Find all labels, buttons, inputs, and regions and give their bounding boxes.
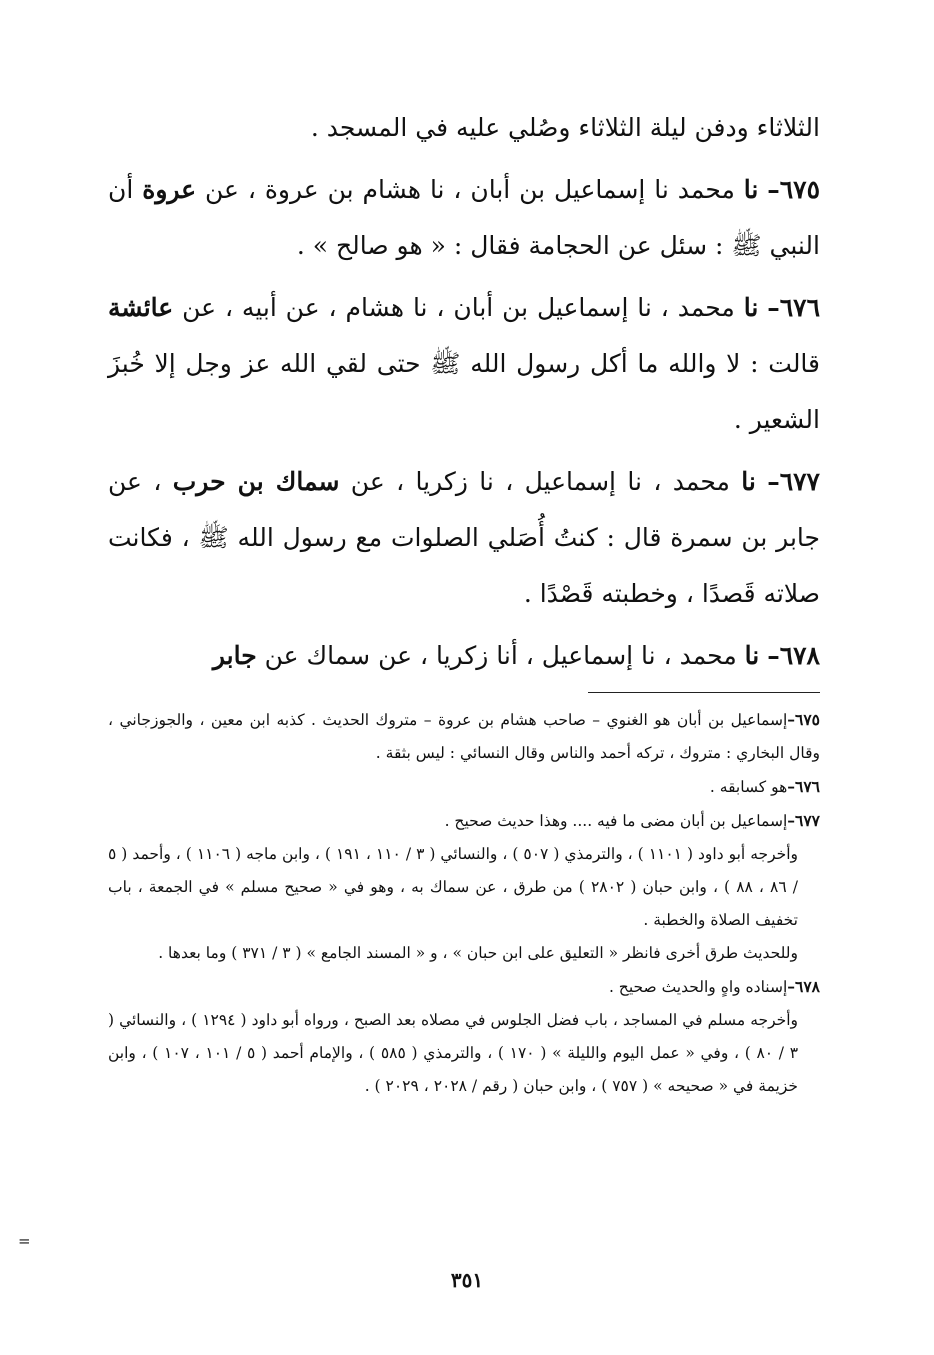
footnote-675 — [108, 703, 820, 770]
footnote-text: إسناده واهٍ والحديث صحيح . — [608, 978, 788, 996]
hadith-number: ٦٧٥– — [767, 175, 821, 204]
narrator-name: عائشة — [108, 293, 174, 322]
hadith-number: ٦٧٨– — [767, 641, 820, 670]
footnote-678-sources: وأخرجه مسلم في المساجد ، باب فضل الجلوس في مصلاه بعد الصبح ، ورواه أبو داود ( ١٢٩٤ ) ، والنسائي ( ٣ / ٨٠ ) ، وفي « عمل اليوم والليلة » ( ١٧٠ ) ، والترمذي ( ٥٨٥ ) ، والإمام أحمد ( ٥ / ١٠١ ، ١٠٧ ) ، وابن خزيمة في « صحيحه » ( ٧٥٧ ) ، وابن حبان ( رقم / ٢٠٢٨ ، ٢٠٢٩ ) . — [108, 1011, 799, 1095]
hadith-text: محمد ، نا إسماعيل بن أبان ، نا هشام ، عن أبيه ، عن — [182, 293, 735, 322]
narration-word: نا — [743, 175, 759, 204]
footnote-text: هو كسابقه . — [709, 778, 788, 796]
footnote-text: إسماعيل بن أبان مضى ما فيه .... وهذا حديث صحيح . — [444, 812, 788, 830]
footnote-divider — [588, 692, 820, 693]
narration-word: نا — [741, 467, 756, 496]
footnote-678 — [108, 970, 820, 1004]
hadith-text: محمد ، نا إسماعيل ، أنا زكريا ، عن سماك عن — [264, 641, 737, 670]
footnotes — [108, 703, 820, 1103]
footnote-677-other-routes: وللحديث طرق أخرى فانظر « التعليق على ابن حبان » ، و « المسند الجامع » ( ٣ / ٣٧١ ) وما بعدها . — [158, 944, 798, 962]
footnote-677 — [108, 804, 820, 838]
footnote-text: إسماعيل بن أبان هو الغنوي – صاحب هشام بن عروة – متروك الحديث . كذبه ابن معين ، والجوزجاني ، وقال البخاري : متروك ، تركه أحمد والناس وقال النسائي : ليس بثقة . — [108, 711, 820, 762]
hadith-text: ، عن جابر بن سمرة قال : كنتُ أُصَلي الصلوات مع رسول الله ﷺ ، فكانت صلاته قَصدًا ، وخطبته قَصْدًا . — [108, 467, 820, 608]
page-number: ٣٥١ — [450, 1268, 484, 1292]
narration-word: نا — [744, 641, 760, 670]
hadith-text: قالت : لا والله ما أكل رسول الله ﷺ حتى لقي الله عز وجل إلا خُبزَ الشعير . — [108, 349, 820, 434]
hadith-number: ٦٧٦– — [767, 293, 821, 322]
page-content — [108, 100, 820, 1103]
hadith-676 — [108, 280, 820, 448]
footnote-677-sources: وأخرجه أبو داود ( ١١٠١ ) ، والترمذي ( ٥٠٧ ) ، والنسائي ( ٣ / ١١٠ ، ١٩١ ) ، وابن ماجه ( ١١٠٦ ) ، وأحمد ( ٥ / ٨٦ ، ٨٨ ) ، وابن حبان ( ٢٨٠٢ ) من طرق ، عن سماك به ، وهو في « صحيح مسلم » في الجمعة ، باب تخفيف الصلاة والخطبة . — [108, 845, 799, 929]
footnote-number: ٦٧٨– — [787, 977, 820, 996]
hadith-text: محمد نا إسماعيل بن أبان ، نا هشام بن عروة ، عن — [205, 175, 735, 204]
continuation-mark: = — [18, 1232, 31, 1250]
hadith-675 — [108, 162, 820, 274]
footnote-number: ٦٧٧– — [787, 811, 820, 830]
main-text — [108, 100, 820, 684]
narrator-name: عروة — [142, 175, 197, 204]
footnote-number: ٦٧٥– — [787, 710, 820, 729]
hadith-text: محمد ، نا إسماعيل ، نا زكريا ، عن — [350, 467, 730, 496]
footnote-number: ٦٧٦– — [787, 777, 820, 796]
hadith-678 — [108, 628, 820, 684]
footnote-676 — [108, 770, 820, 804]
hadith-text: أن النبي ﷺ : سئل عن الحجامة فقال : « هو صالح » . — [108, 175, 820, 260]
paragraph-intro: الثلاثاء ودفن ليلة الثلاثاء وصُلي عليه في المسجد . — [310, 113, 820, 142]
narrator-name: سماك بن حرب — [172, 467, 340, 496]
hadith-number: ٦٧٧– — [767, 467, 820, 496]
hadith-677 — [108, 454, 820, 622]
narrator-name: جابر — [212, 641, 257, 670]
narration-word: نا — [743, 293, 759, 322]
